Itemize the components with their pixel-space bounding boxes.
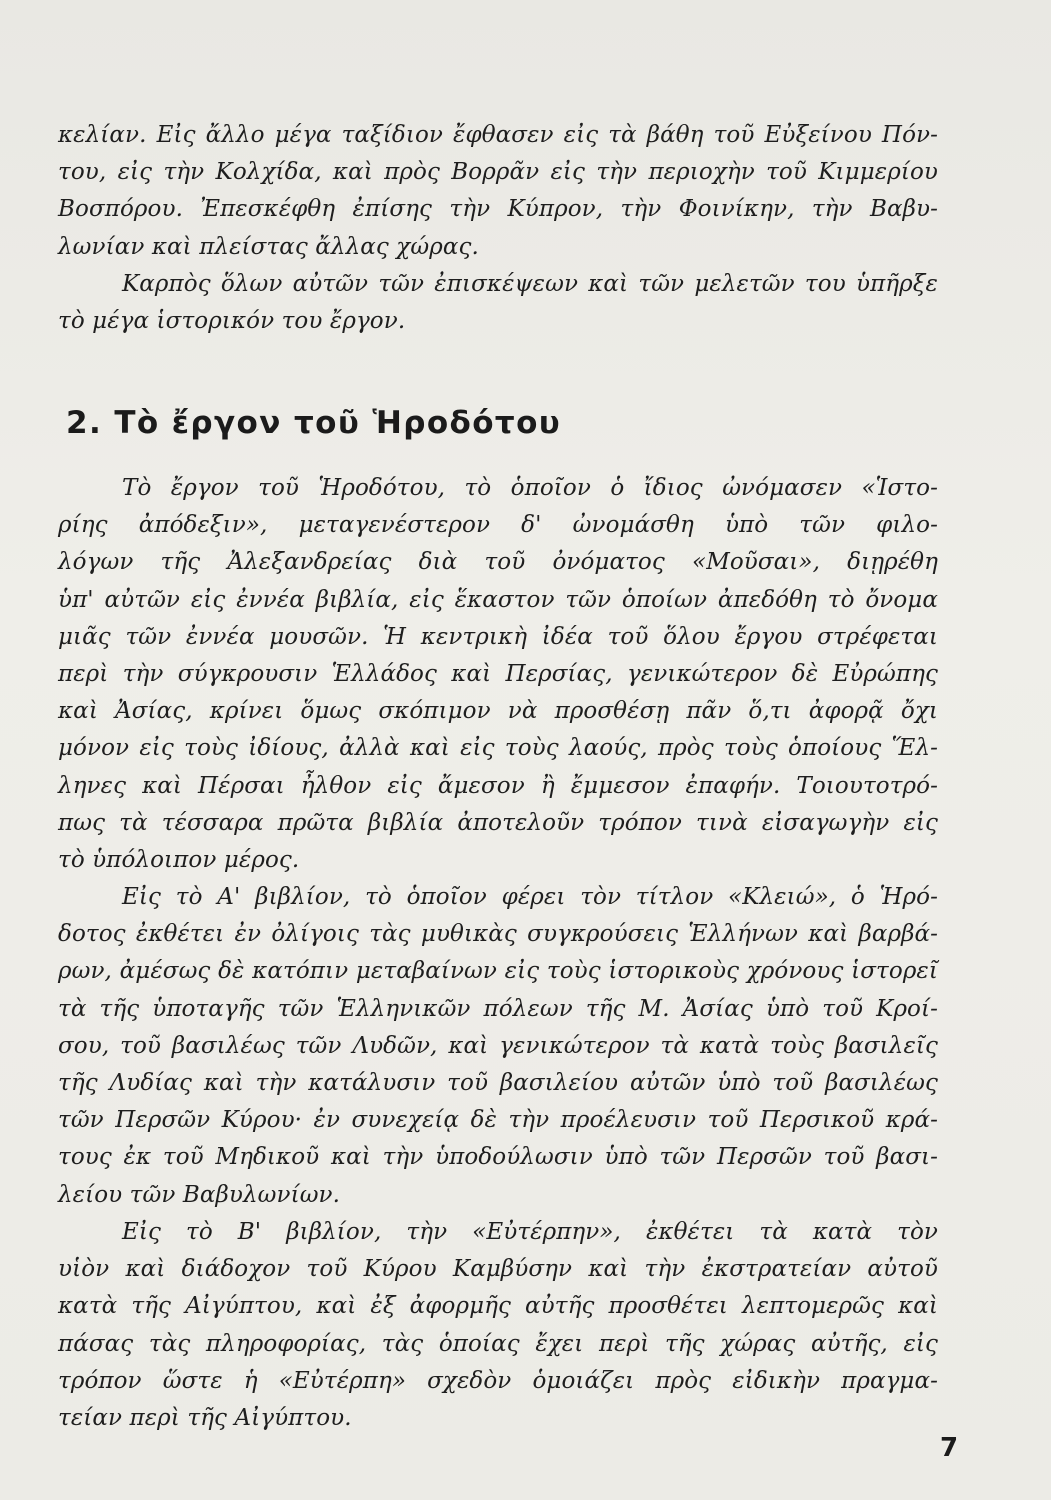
text-line: λείου τῶν Βαβυλωνίων. [58, 1181, 341, 1208]
page-number: 7 [940, 1433, 959, 1463]
section-heading: 2. Τὸ ἔργον τοῦ Ἡροδότου [66, 405, 562, 441]
text-line: μιᾶς τῶν ἐννέα μουσῶν. Ἡ κεντρικὴ ἰδέα τοῦ ὅλου ἔργου στρέφεται [58, 623, 938, 650]
body-paragraph-3 [58, 1214, 938, 1437]
text-line: τὸ μέγα ἱστορικόν του ἔργον. [58, 308, 406, 335]
text-line: πάσας τὰς πληροφορίας, τὰς ὁποίας ἔχει περὶ τῆς χώρας αὐτῆς, εἰς [58, 1330, 938, 1357]
text-line: μόνον εἰς τοὺς ἰδίους, ἀλλὰ καὶ εἰς τοὺς λαούς, πρὸς τοὺς ὁποίους Ἕλ- [58, 735, 938, 762]
text-line: πως τὰ τέσσαρα πρῶτα βιβλία ἀποτελοῦν τρόπον τινὰ εἰσαγωγὴν εἰς [58, 809, 938, 836]
text-line: τῶν Περσῶν Κύρου· ἐν συνεχείᾳ δὲ τὴν προέλευσιν τοῦ Περσικοῦ κρά- [58, 1107, 938, 1134]
text-line: ρων, ἀμέσως δὲ κατόπιν μεταβαίνων εἰς τοὺς ἱστορικοὺς χρόνους ἱστορεῖ [58, 958, 938, 985]
text-line: τους ἐκ τοῦ Μηδικοῦ καὶ τὴν ὑποδούλωσιν ὑπὸ τῶν Περσῶν τοῦ βασι- [58, 1144, 938, 1171]
text-line: τρόπον ὥστε ἡ «Εὐτέρπη» σχεδὸν ὁμοιάζει πρὸς εἰδικὴν πραγμα- [58, 1367, 938, 1394]
text-line: ὑπ' αὐτῶν εἰς ἐννέα βιβλία, εἰς ἕκαστον τῶν ὁποίων ἀπεδόθη τὸ ὄνομα [58, 586, 938, 613]
body-paragraph-1 [58, 470, 938, 879]
text-line: καὶ Ἀσίας, κρίνει ὅμως σκόπιμον νὰ προσθέσῃ πᾶν ὅ,τι ἀφορᾷ ὄχι [58, 698, 938, 725]
text-line: σου, τοῦ βασιλέως τῶν Λυδῶν, καὶ γενικώτερον τὰ κατὰ τοὺς βασιλεῖς [58, 1032, 938, 1059]
body-paragraph-2 [58, 879, 938, 1214]
text-line: τείαν περὶ τῆς Αἰγύπτου. [58, 1405, 352, 1432]
text-line: Καρπὸς ὅλων αὐτῶν τῶν ἐπισκέψεων καὶ τῶν μελετῶν του ὑπῆρξε [122, 270, 938, 297]
text-line: κατὰ τῆς Αἰγύπτου, καὶ ἐξ ἀφορμῆς αὐτῆς προσθέτει λεπτομερῶς καὶ [58, 1293, 938, 1320]
text-line: ρίης ἀπόδεξιν», μεταγενέστερον δ' ὠνομάσθη ὑπὸ τῶν φιλο- [58, 512, 938, 539]
text-line: Βοσπόρου. Ἐπεσκέφθη ἐπίσης τὴν Κύπρον, τὴν Φοινίκην, τὴν Βαβυ- [58, 196, 938, 223]
text-line: Εἰς τὸ Β' βιβλίον, τὴν «Εὐτέρπην», ἐκθέτει τὰ κατὰ τὸν [122, 1219, 938, 1245]
text-line: τῆς Λυδίας καὶ τὴν κατάλυσιν τοῦ βασιλείου αὐτῶν ὑπὸ τοῦ βασιλέως [58, 1070, 938, 1097]
continuation-paragraph [58, 117, 938, 340]
text-line: του, εἰς τὴν Κολχίδα, καὶ πρὸς Βορρᾶν εἰς τὴν περιοχὴν τοῦ Κιμμερίου [58, 159, 938, 186]
text-line: κελίαν. Εἰς ἄλλο μέγα ταξίδιον ἔφθασεν εἰς τὰ βάθη τοῦ Εὐξείνου Πόν- [58, 122, 938, 148]
text-line: Εἰς τὸ Α' βιβλίον, τὸ ὁποῖον φέρει τὸν τίτλον «Κλειώ», ὁ Ἡρό- [122, 884, 938, 910]
text-line: τὸ ὑπόλοιπον μέρος. [58, 847, 300, 874]
text-line: δοτος ἐκθέτει ἐν ὀλίγοις τὰς μυθικὰς συγκρούσεις Ἑλλήνων καὶ βαρβά- [58, 921, 938, 948]
text-line: υἱὸν καὶ διάδοχον τοῦ Κύρου Καμβύσην καὶ τὴν ἐκστρατείαν αὐτοῦ [58, 1256, 938, 1283]
text-line: περὶ τὴν σύγκρουσιν Ἑλλάδος καὶ Περσίας, γενικώτερον δὲ Εὐρώπης [58, 661, 938, 688]
text-line: ληνες καὶ Πέρσαι ἦλθον εἰς ἄμεσον ἢ ἔμμεσον ἐπαφήν. Τοιουτοτρό- [58, 772, 938, 799]
text-line: Τὸ ἔργον τοῦ Ἡροδότου, τὸ ὁποῖον ὁ ἴδιος ὠνόμασεν «Ἱστο- [122, 475, 938, 501]
text-line: λόγων τῆς Ἀλεξανδρείας διὰ τοῦ ὀνόματος «Μοῦσαι», διῃρέθη [58, 549, 938, 576]
text-line: τὰ τῆς ὑποταγῆς τῶν Ἑλληνικῶν πόλεων τῆς Μ. Ἀσίας ὑπὸ τοῦ Κροί- [58, 995, 938, 1022]
text-line: λωνίαν καὶ πλείστας ἄλλας χώρας. [58, 233, 479, 260]
